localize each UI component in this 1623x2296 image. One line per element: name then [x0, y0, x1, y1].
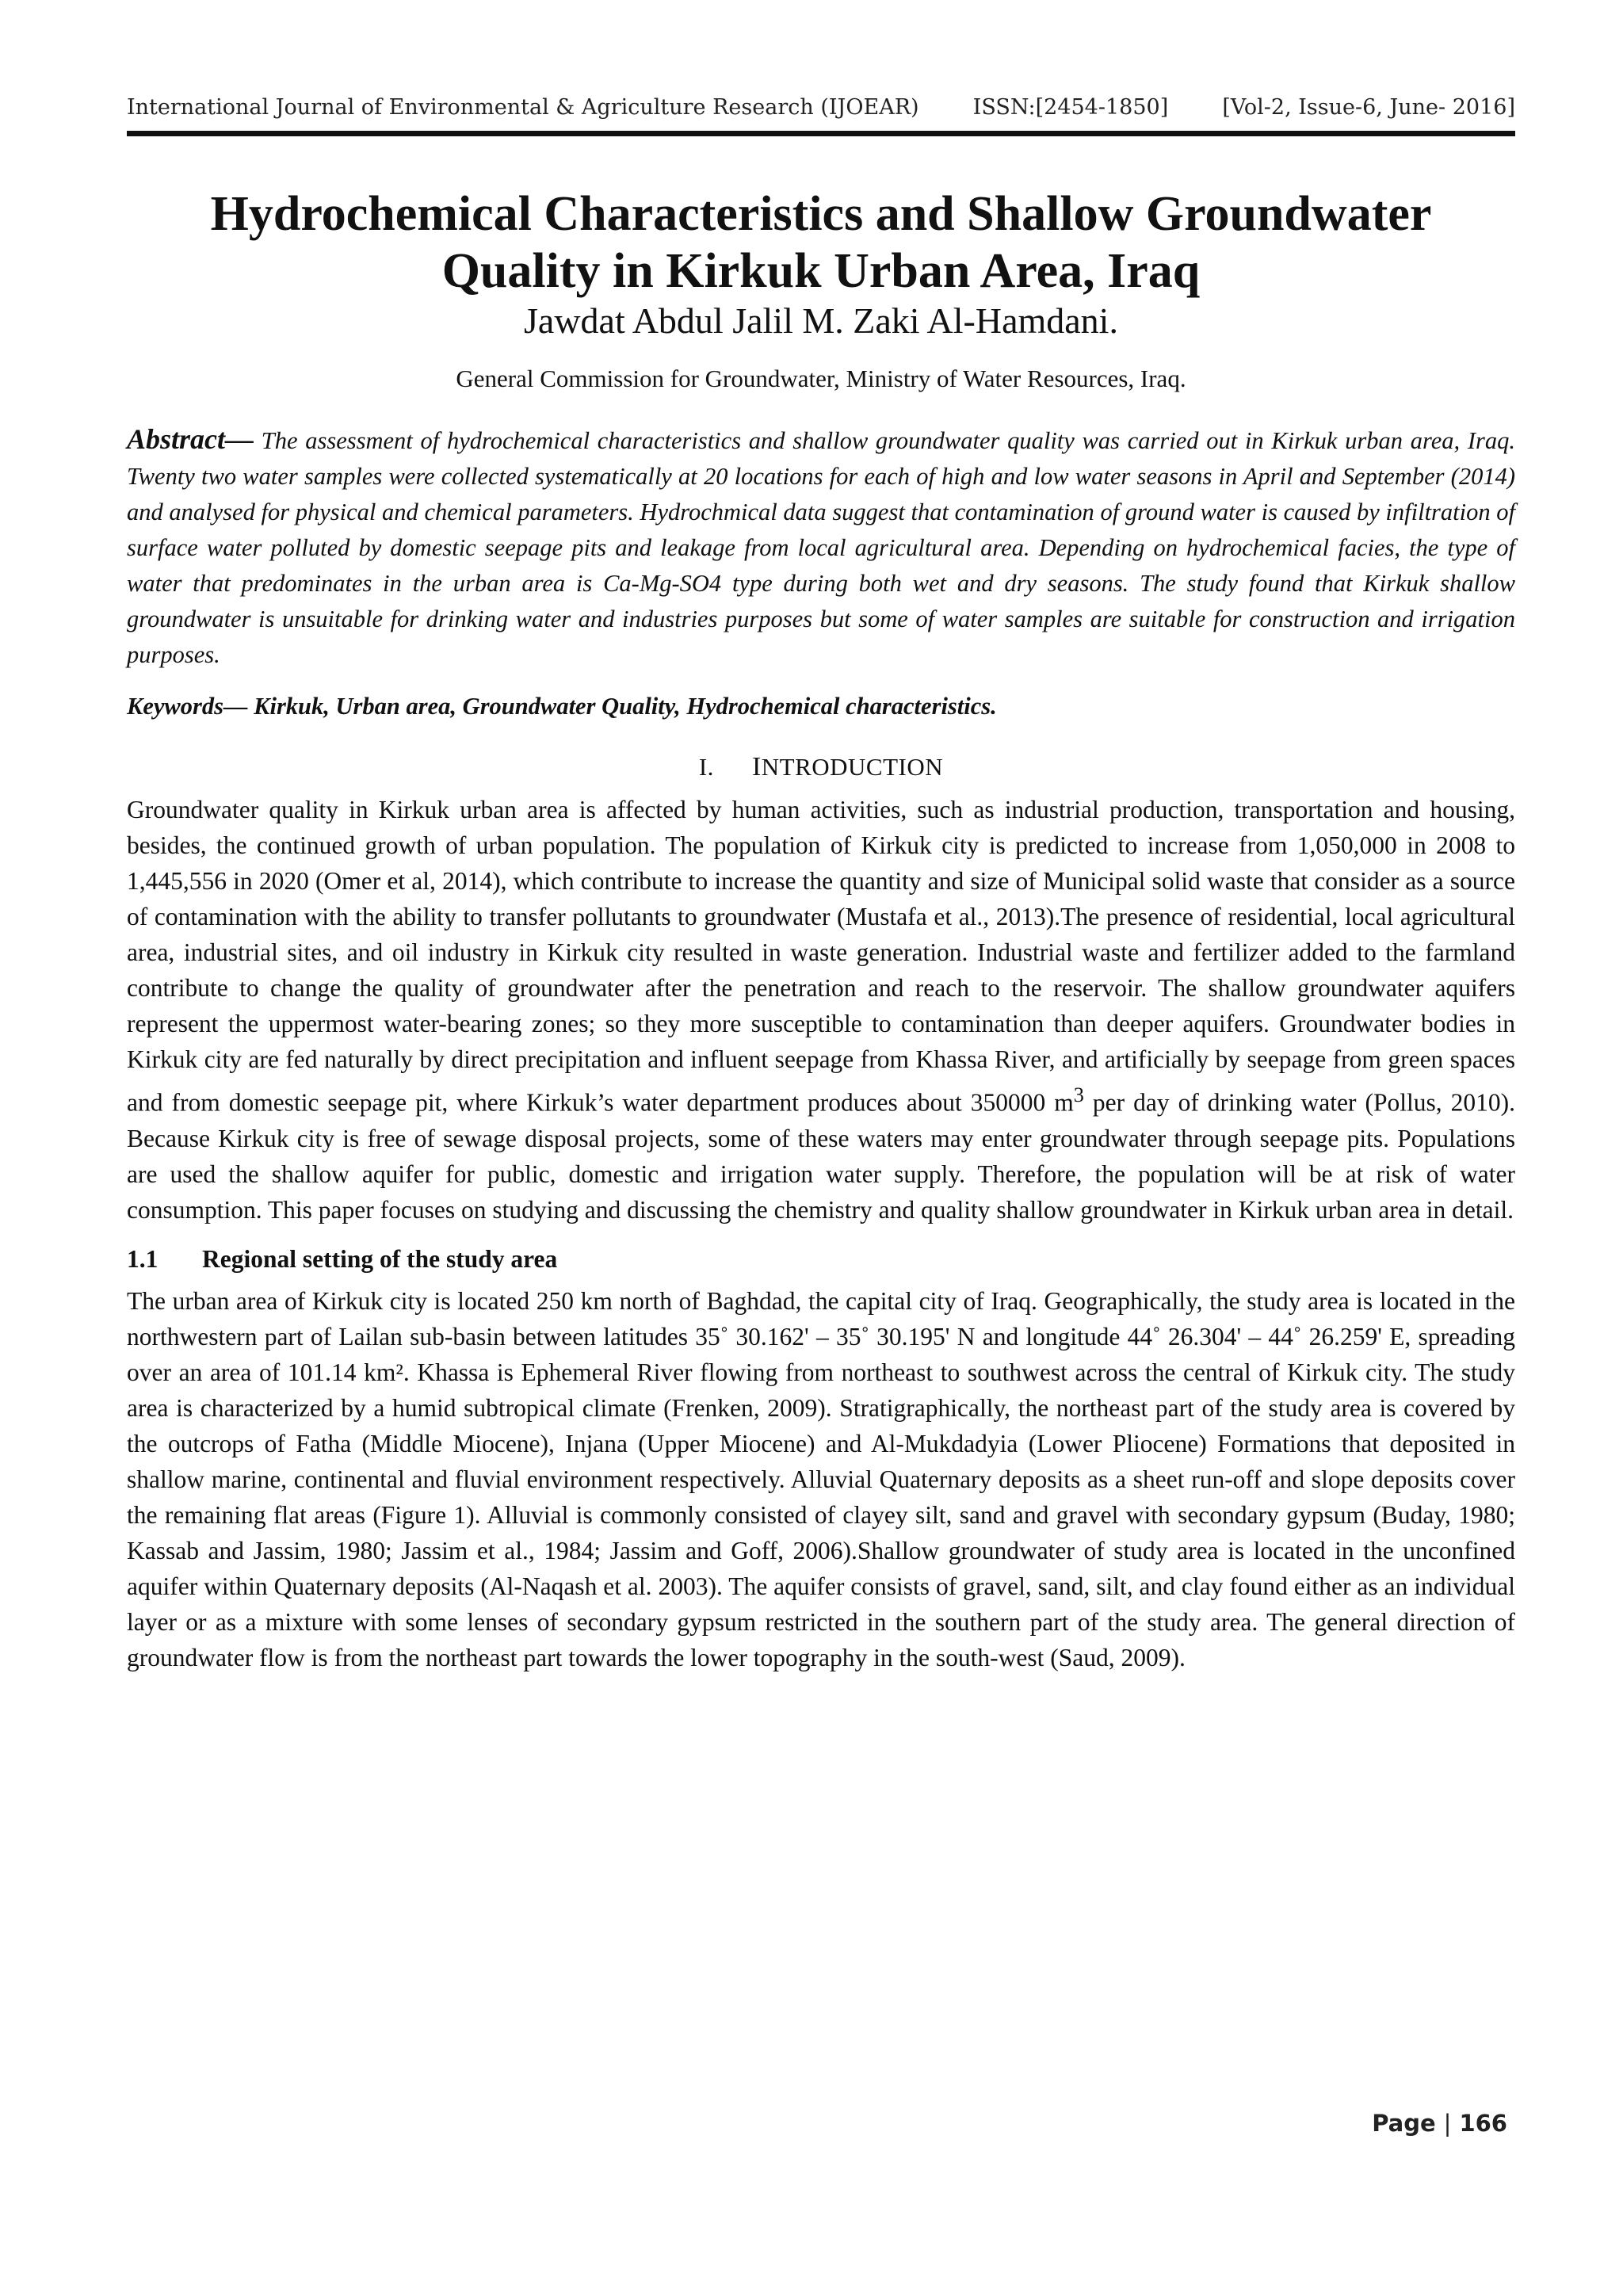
- keywords: [127, 689, 1515, 724]
- abstract-text: The assessment of hydrochemical characteristics and shallow groundwater quality was carried out in Kirkuk urban area, Iraq. Twenty two water samples were collected systematically at 20 locations for each of high and low water seasons in April and September (2014) and analysed for physical and chemical parameters. Hydrochmical data suggest that contamination of ground water is caused by infiltration of surface water polluted by domestic seepage pits and leakage from local agricultural area. Depending on hydrochemical facies, the type of water that predominates in the urban area is Ca-Mg-SO4 type during both wet and dry seasons. The study found that Kirkuk shallow groundwater is unsuitable for drinking water and industries purposes but some of water samples are suitable for construction and irrigation purposes.: [127, 427, 1516, 668]
- paper-title-line-1: Hydrochemical Characteristics and Shallow Groundwater: [210, 187, 1432, 241]
- volume-issue: [Vol-2, Issue-6, June- 2016]: [1222, 95, 1515, 120]
- journal-name: International Journal of Environmental & Agriculture Research (IJOEAR): [127, 95, 919, 120]
- page-number: 166: [1459, 2110, 1507, 2137]
- regional-setting-paragraph: The urban area of Kirkuk city is located 250 km north of Baghdad, the capital city of Iraq. Geographically, the study area is located in the northwestern part of Lailan sub-basin between latitudes 35˚ 30.162' – 35˚ 30.195' N and longitude 44˚ 26.304' – 44˚ 26.259' E, spreading over an area of 101.14 km². Khassa is Ephemeral River flowing from northeast to southwest across the central of Kirkuk city. The study area is characterized by a humid subtropical climate (Frenken, 2009). Stratigraphically, the northeast part of the study area is covered by the outcrops of Fatha (Middle Miocene), Injana (Upper Miocene) and Al-Mukdadyia (Lower Pliocene) Formations that deposited in shallow marine, continental and fluvial environment respectively. Alluvial Quaternary deposits as a sheet run-off and slope deposits cover the remaining flat areas (Figure 1). Alluvial is commonly consisted of clayey silt, sand and gravel with secondary gypsum (Buday, 1980; Kassab and Jassim, 1980; Jassim et al., 1984; Jassim and Goff, 2006).Shallow groundwater of study area is located in the unconfined aquifer within Quaternary deposits (Al-Naqash et al. 2003). The aquifer consists of gravel, sand, silt, and clay found either as an individual layer or as a mixture with some lenses of secondary gypsum restricted in the southern part of the study area. The general direction of groundwater flow is from the northeast part towards the lower topography in the south-west (Saud, 2009).: [127, 1286, 1515, 1671]
- page-separator: |: [1443, 2110, 1452, 2137]
- subsection-title: Regional setting of the study area: [202, 1244, 558, 1273]
- abstract: [127, 422, 1515, 673]
- introduction-paragraph: Groundwater quality in Kirkuk urban area is affected by human activities, such as industrial production, transportation and housing, besides, the continued growth of urban population. The population of Kirkuk city is predicted to increase from 1,050,000 in 2008 to 1,445,556 in 2020 (Omer et al, 2014), which contribute to increase the quantity and size of Municipal solid waste that consider as a source of contamination with the ability to transfer pollutants to groundwater (Mustafa et al., 2013).The presence of residential, local agricultural area, industrial sites, and oil industry in Kirkuk city resulted in waste generation. Industrial waste and fertilizer added to the farmland contribute to change the quality of groundwater after the penetration and reach to the reservoir. The shallow groundwater aquifers represent the uppermost water-bearing zones; so they more susceptible to contamination than deeper aquifers. Groundwater bodies in Kirkuk city are fed naturally by direct precipitation and influent seepage from Khassa River, and artificially by seepage from green spaces and from domestic seepage pit, where Kirkuk’s water department produces about 350000 $m^3$ per day of drinking water (Pollus, 2010). Because Kirkuk city is free of sewage disposal projects, some of these waters may enter groundwater through seepage pits. Populations are used the shallow aquifer for public, domestic and irrigation water supply. Therefore, the population will be at risk of water consumption. This paper focuses on studying and discussing the chemistry and quality shallow groundwater in Kirkuk urban area in detail.: [127, 796, 1515, 1224]
- paper-page: [127, 95, 1515, 1675]
- keywords-label: Keywords—: [127, 693, 248, 720]
- author-name: Jawdat Abdul Jalil M. Zaki Al-Hamdani.: [524, 300, 1118, 341]
- abstract-label: Abstract—: [127, 423, 254, 455]
- paper-title-line-2: Quality in Kirkuk Urban Area, Iraq: [441, 244, 1201, 298]
- subsection-number: 1.1: [127, 1244, 158, 1273]
- section-heading-introduction: I. INTRODUCTION: [698, 752, 944, 781]
- author-affiliation: General Commission for Groundwater, Ministry of Water Resources, Iraq.: [456, 365, 1186, 392]
- page-footer: [1372, 2110, 1507, 2137]
- superscript-3: 3: [1073, 1083, 1084, 1106]
- keywords-text: Kirkuk, Urban area, Groundwater Quality, Hydrochemical characteristics.: [254, 693, 997, 720]
- running-header: [127, 95, 1515, 136]
- page-label: Page: [1372, 2110, 1436, 2137]
- subsection-heading-regional-setting: [127, 1245, 1515, 1274]
- section-number: I.: [698, 753, 714, 781]
- paper-title: [127, 185, 1515, 300]
- issn: ISSN:[2454-1850]: [972, 95, 1169, 120]
